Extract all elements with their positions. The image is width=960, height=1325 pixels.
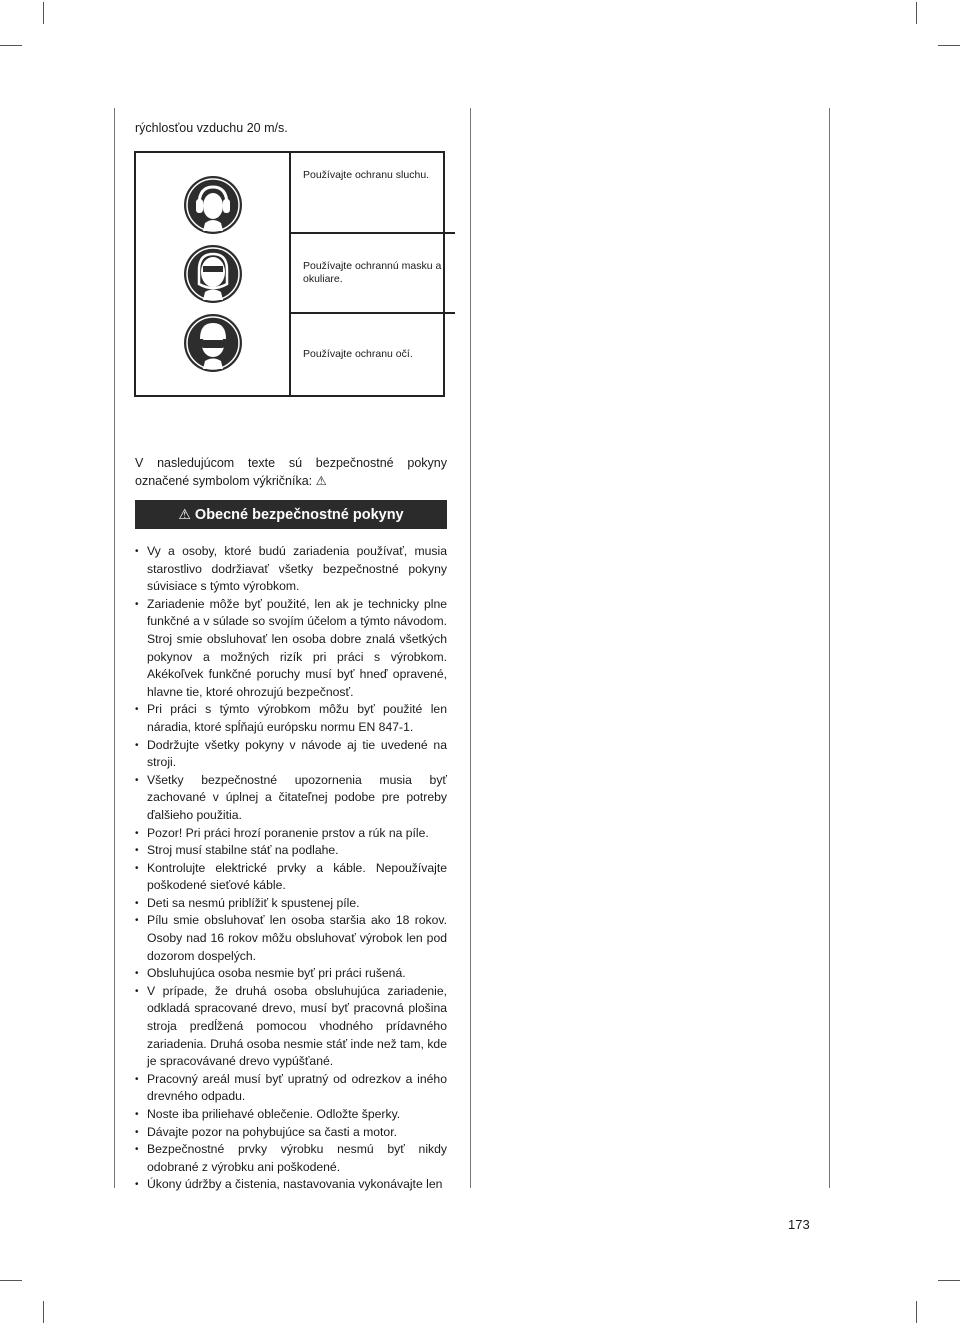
page-number: 173 — [788, 1217, 810, 1232]
list-item: • Pílu smie obsluhovať len osoba staršia ako 18 rokov. Osoby nad 16 rokov môžu obsluhovať výrobok len pod dozorom dospelých. — [135, 912, 447, 965]
crop-mark — [916, 2, 917, 24]
eye-protection-icon — [183, 313, 243, 373]
safety-sign-table — [134, 151, 445, 397]
safety-icons-cell — [136, 153, 291, 395]
intro-text: rýchlosťou vzduchu 20 m/s. — [135, 121, 288, 135]
hearing-protection-icon — [183, 175, 243, 235]
list-item: • Dodržujte všetky pokyny v návode aj tie uvedené na stroji. — [135, 737, 447, 772]
list-item: • V prípade, že druhá osoba obsluhujúca zariadenie, odkladá spracované drevo, musí byť pracovná plošina stroja predĺžená pomocou vhodného prídavného zariadenia. Druhá osoba nesmie stáť inde než tam, kde je spracovávané drevo vypúšťané. — [135, 983, 447, 1071]
safety-instructions-list — [135, 543, 447, 1194]
section-title: Obecné bezpečnostné pokyny — [194, 506, 404, 523]
list-item: • Zariadenie môže byť použité, len ak je technicky plne funkčné a v súlade so svojím účelom a týmto návodom. Stroj smie obsluhovať len osoba dobre znalá všetkých pokynov a možných rizík pri práci s výrobkom. Akékoľvek funkčné poruchy musí byť hneď opravené, hlavne tie, ktoré ohrozujú bezpečnosť. — [135, 596, 447, 702]
sign-label-text: Používajte ochrannú masku a okuliare. — [303, 259, 442, 285]
sign-label-text: Používajte ochranu očí. — [303, 348, 413, 361]
symbol-note: V nasledujúcom texte sú bezpečnostné pokyny označené symbolom výkričníka: ⚠ — [135, 456, 447, 488]
crop-mark — [0, 45, 22, 46]
list-item: • Dávajte pozor na pohybujúce sa časti a motor. — [135, 1124, 447, 1142]
list-item: • Bezpečnostné prvky výrobku nesmú byť nikdy odobrané z výrobku ani poškodené. — [135, 1141, 447, 1176]
list-item: • Deti sa nesmú priblížiť k spustenej píle. — [135, 895, 447, 913]
list-item: • Obsluhujúca osoba nesmie byť pri práci rušená. — [135, 965, 447, 983]
crop-mark — [43, 2, 44, 24]
column-rule-right — [829, 108, 830, 1188]
list-item: • Úkony údržby a čistenia, nastavovania vykonávajte len — [135, 1176, 447, 1194]
sign-label-mask — [291, 234, 455, 315]
column-rule-middle — [470, 108, 471, 1188]
list-item: • Pozor! Pri práci hrozí poranenie prstov a rúk na píle. — [135, 825, 447, 843]
section-heading — [135, 500, 447, 529]
crop-mark — [938, 45, 960, 46]
warning-triangle-icon: ⚠ — [178, 506, 191, 522]
sign-label-hearing — [291, 153, 455, 234]
crop-mark — [916, 1301, 917, 1323]
column-rule-left — [114, 108, 115, 1188]
list-item: • Noste iba priliehavé oblečenie. Odložte šperky. — [135, 1106, 447, 1124]
sign-label-eyes — [291, 314, 455, 395]
list-item: • Kontrolujte elektrické prvky a káble. Nepoužívajte poškodené sieťové káble. — [135, 860, 447, 895]
list-item: • Pri práci s týmto výrobkom môžu byť použité len náradia, ktoré spĺňajú európsku normu EN 847-1. — [135, 701, 447, 736]
list-item: • Stroj musí stabilne stáť na podlahe. — [135, 842, 447, 860]
list-item: • Vy a osoby, ktoré budú zariadenia používať, musia starostlivo dodržiavať všetky bezpečnostné pokyny súvisiace s týmto výrobkom. — [135, 543, 447, 596]
list-item: • Pracovný areál musí byť upratný od odrezkov a iného drevného odpadu. — [135, 1071, 447, 1106]
crop-mark — [938, 1280, 960, 1281]
crop-mark — [43, 1301, 44, 1323]
sign-label-text: Používajte ochranu sluchu. — [303, 169, 430, 181]
face-mask-icon — [183, 244, 243, 304]
crop-mark — [0, 1280, 22, 1281]
list-item: • Všetky bezpečnostné upozornenia musia byť zachované v úplnej a čitateľnej podobe pre potreby ďalšieho použitia. — [135, 772, 447, 825]
